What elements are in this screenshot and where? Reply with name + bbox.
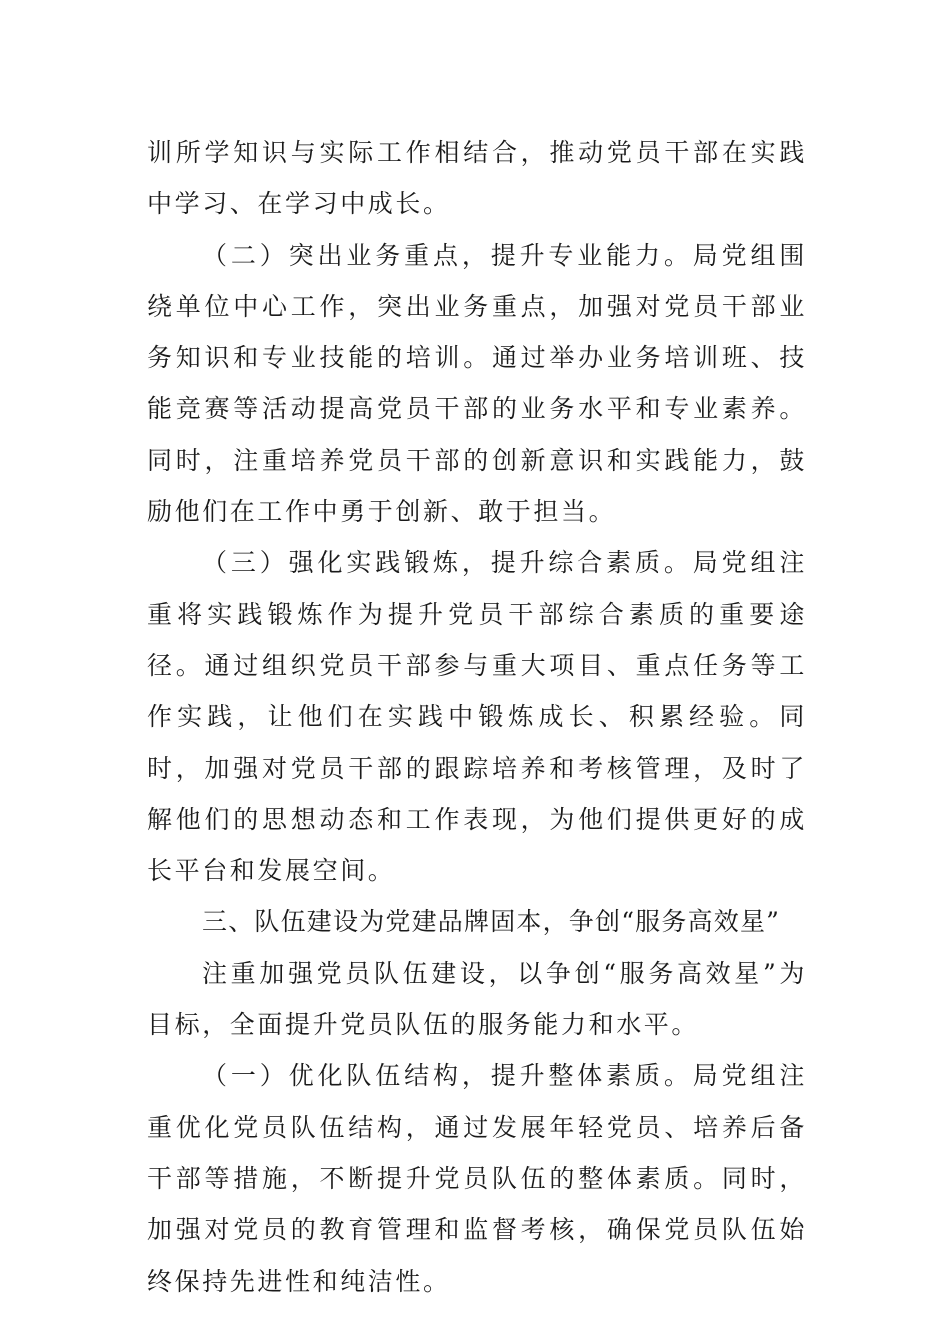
paragraph-section-3: （三）强化实践锻炼，提升综合素质。局党组注重将实践锻炼作为提升党员干部综合素质的重要途径。通过组织党员干部参与重大项目、重点任务等工作实践，让他们在实践中锻炼成长、积累经验。同时，加强对党员干部的跟踪培养和考核管理，及时了解他们的思想动态和工作表现，为他们提供更好的成长平台和发展空间。 — [147, 548, 807, 886]
paragraph-intro: 注重加强党员队伍建设，以争创“服务高效星”为目标，全面提升党员队伍的服务能力和水平。 — [147, 958, 807, 1040]
section-heading-3: 三、队伍建设为党建品牌固本，争创“服务高效星” — [202, 907, 781, 937]
paragraph-subsection-1: （一）优化队伍结构，提升整体素质。局党组注重优化党员队伍结构，通过发展年轻党员、培养后备干部等措施，不断提升党员队伍的整体素质。同时，加强对党员的教育管理和监督考核，确保党员队伍始终保持先进性和纯洁性。 — [147, 1061, 807, 1296]
paragraph-continuation: 训所学知识与实际工作相结合，推动党员干部在实践中学习、在学习中成长。 — [147, 138, 807, 219]
paragraph-section-2: （二）突出业务重点，提升专业能力。局党组围绕单位中心工作，突出业务重点，加强对党员干部业务知识和专业技能的培训。通过举办业务培训班、技能竞赛等活动提高党员干部的业务水平和专业素养。同时，注重培养党员干部的创新意识和实践能力，鼓励他们在工作中勇于创新、敢于担当。 — [147, 240, 807, 527]
document-body — [147, 127, 807, 1307]
